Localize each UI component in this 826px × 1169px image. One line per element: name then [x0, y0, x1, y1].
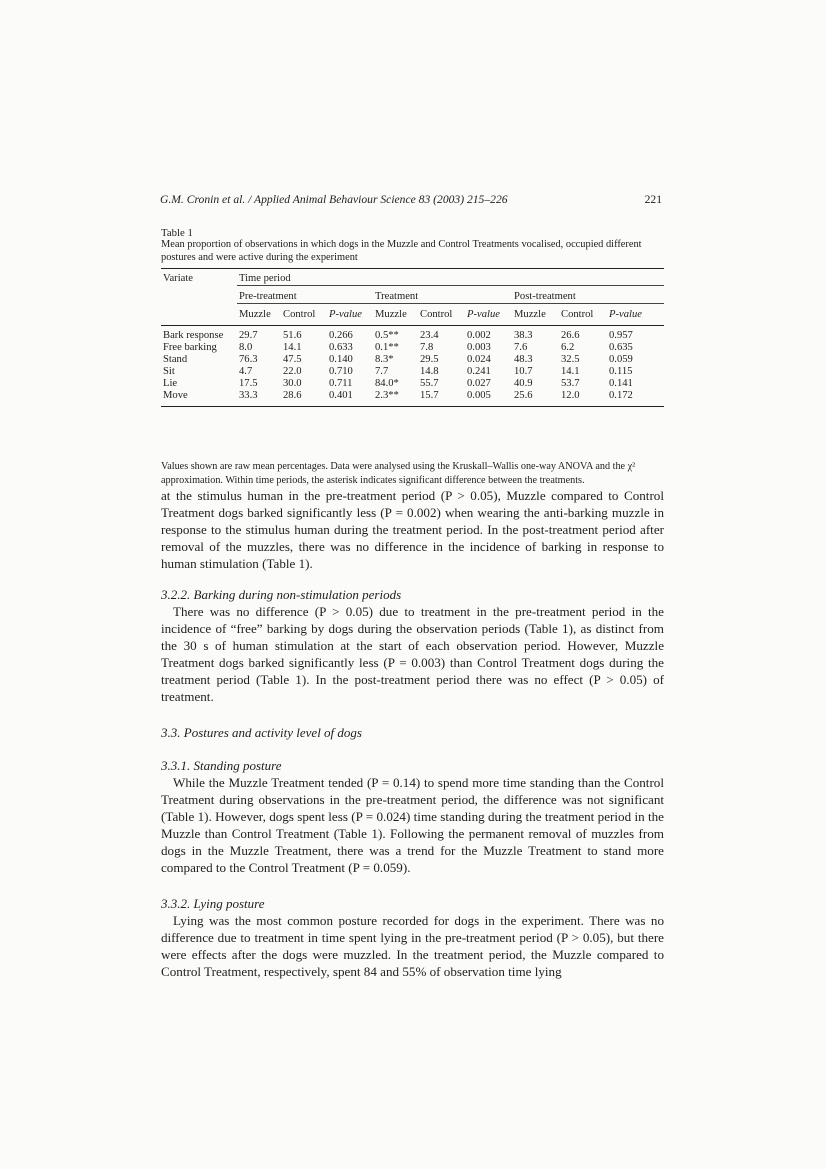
table-row	[161, 378, 664, 390]
table-cell: 0.140	[329, 354, 353, 365]
table-row	[161, 326, 664, 343]
row-variate: Free barking	[163, 342, 217, 353]
row-variate: Lie	[163, 378, 178, 389]
table-cell: 84.0*	[375, 378, 399, 389]
table-cell: 0.633	[329, 342, 353, 353]
subheader-muzzle: Muzzle	[375, 309, 407, 320]
table-row	[161, 342, 664, 354]
table-cell: 0.024	[467, 354, 491, 365]
table-cell: 7.6	[514, 342, 528, 353]
table-cell: 0.711	[329, 378, 353, 389]
subheader-p-value: P-value	[329, 309, 362, 320]
table-cell: 0.115	[609, 366, 633, 377]
paragraph-lying: Lying was the most common posture recorded for dogs in the experiment. There was no difference due to treatment in time spent lying in the pre-treatment period (P > 0.05), but there were effects after the dogs were muzzled. In the treatment period, the Muzzle compared to Control Treatment, respectively, spent 84 and 55% of observation time lying	[161, 913, 664, 980]
page-number: 221	[644, 193, 662, 206]
table-cell: 8.0	[239, 342, 253, 353]
table-cell: 0.059	[609, 354, 633, 365]
table-cell: 14.8	[420, 366, 439, 377]
row-variate: Sit	[163, 366, 175, 377]
table-cell: 0.141	[609, 378, 633, 389]
table-cell: 0.005	[467, 390, 491, 401]
table-row	[161, 366, 664, 378]
data-table	[161, 268, 664, 407]
table-footnote: Values shown are raw mean percentages. Data were analysed using the Kruskall–Wallis one-way ANOVA and the χ² approximation. Within time periods, the asterisk indicates significant difference between the treatments.	[161, 461, 636, 486]
header-post-treatment: Post-treatment	[512, 286, 664, 304]
table-cell: 0.401	[329, 390, 353, 401]
table-cell: 6.2	[561, 342, 575, 353]
paragraph-standing: While the Muzzle Treatment tended (P = 0.14) to spend more time standing than the Control Treatment during observations in the pre-treatment period, the difference was not significant (Table 1). However, dogs spent less (P = 0.024) time standing during the treatment period in the Muzzle than Control Treatment (Table 1). Following the permanent removal of muzzles from dogs in the Muzzle Treatment, there was a trend for the Muzzle Treatment to stand more compared to the Control Treatment (P = 0.059).	[161, 775, 664, 876]
header-treatment: Treatment	[373, 286, 512, 304]
table-cell: 76.3	[239, 354, 258, 365]
subheader-control: Control	[561, 309, 594, 320]
row-variate: Move	[163, 390, 188, 401]
table-cell: 38.3	[514, 330, 533, 341]
table-cell: 0.1**	[375, 342, 399, 353]
table-cell: 15.7	[420, 390, 439, 401]
table-cell: 29.7	[239, 330, 258, 341]
subheader-p-value: P-value	[609, 309, 642, 320]
table-cell: 26.6	[561, 330, 580, 341]
row-variate: Stand	[163, 354, 188, 365]
subheader-muzzle: Muzzle	[239, 309, 271, 320]
table-cell: 0.027	[467, 378, 491, 389]
table-cell: 28.6	[283, 390, 302, 401]
table-cell: 0.172	[609, 390, 633, 401]
section-heading-3-3-1: 3.3.1. Standing posture	[161, 758, 282, 773]
table-cell: 8.3*	[375, 354, 394, 365]
table-cell: 55.7	[420, 378, 439, 389]
table-cell: 23.4	[420, 330, 439, 341]
table-cell: 0.003	[467, 342, 491, 353]
table-cell: 0.002	[467, 330, 491, 341]
table-cell: 25.6	[514, 390, 533, 401]
table-cell: 32.5	[561, 354, 580, 365]
table-cell: 22.0	[283, 366, 302, 377]
subheader-muzzle: Muzzle	[514, 309, 546, 320]
table-cell: 40.9	[514, 378, 533, 389]
table-row	[161, 354, 664, 366]
table-cell: 0.241	[467, 366, 491, 377]
paragraph-free-barking: There was no difference (P > 0.05) due to treatment in the pre-treatment period in the incidence of “free” barking by dogs during the observation periods (Table 1), as distinct from the 30 s of human stimulation at the start of each observation period. However, Muzzle Treatment dogs barked significantly less (P = 0.003) than Control Treatment dogs during the treatment period (Table 1). In the post-treatment period there was no effect (P > 0.05) of treatment.	[161, 604, 664, 705]
table-cell: 29.5	[420, 354, 439, 365]
table-cell: 17.5	[239, 378, 258, 389]
table-label: Table 1	[161, 227, 193, 239]
table-body	[161, 326, 664, 407]
subheader-p-value: P-value	[467, 309, 500, 320]
table-cell: 48.3	[514, 354, 533, 365]
table-cell: 10.7	[514, 366, 533, 377]
header-pre-treatment: Pre-treatment	[237, 286, 373, 304]
section-heading-3-3-2: 3.3.2. Lying posture	[161, 896, 265, 911]
table-cell: 0.266	[329, 330, 353, 341]
table-cell: 7.7	[375, 366, 389, 377]
table-cell: 7.8	[420, 342, 434, 353]
subheader-control: Control	[283, 309, 316, 320]
header-variate: Variate	[163, 273, 193, 285]
table-caption: Mean proportion of observations in which dogs in the Muzzle and Control Treatments vocalised, occupied different postures and were active during the experiment	[161, 239, 642, 263]
table-cell: 0.957	[609, 330, 633, 341]
table-cell: 47.5	[283, 354, 302, 365]
table-cell: 0.710	[329, 366, 353, 377]
header-time-period: Time period	[237, 269, 664, 286]
table-cell: 12.0	[561, 390, 580, 401]
table-cell: 0.5**	[375, 330, 399, 341]
table-cell: 0.635	[609, 342, 633, 353]
journal-citation: G.M. Cronin et al. / Applied Animal Behaviour Science 83 (2003) 215–226	[160, 193, 508, 206]
table-cell: 33.3	[239, 390, 258, 401]
table-cell: 53.7	[561, 378, 580, 389]
section-heading-3-3: 3.3. Postures and activity level of dogs	[161, 725, 362, 740]
table-cell: 4.7	[239, 366, 253, 377]
table-cell: 2.3**	[375, 390, 399, 401]
row-variate: Bark response	[163, 330, 224, 341]
section-heading-3-2-2: 3.2.2. Barking during non-stimulation periods	[161, 587, 402, 602]
table-cell: 14.1	[561, 366, 580, 377]
paragraph-barking-response: at the stimulus human in the pre-treatment period (P > 0.05), Muzzle compared to Control Treatment dogs barked significantly less (P = 0.002) when wearing the anti-barking muzzle in response to the stimulus human during the treatment period. In the post-treatment period after removal of the muzzles, there was no difference in the incidence of barking in response to human stimulation (Table 1).	[161, 488, 664, 572]
table-row	[161, 390, 664, 407]
table-cell: 30.0	[283, 378, 302, 389]
running-header	[160, 193, 662, 206]
table-cell: 14.1	[283, 342, 302, 353]
subheader-control: Control	[420, 309, 453, 320]
table-cell: 51.6	[283, 330, 302, 341]
